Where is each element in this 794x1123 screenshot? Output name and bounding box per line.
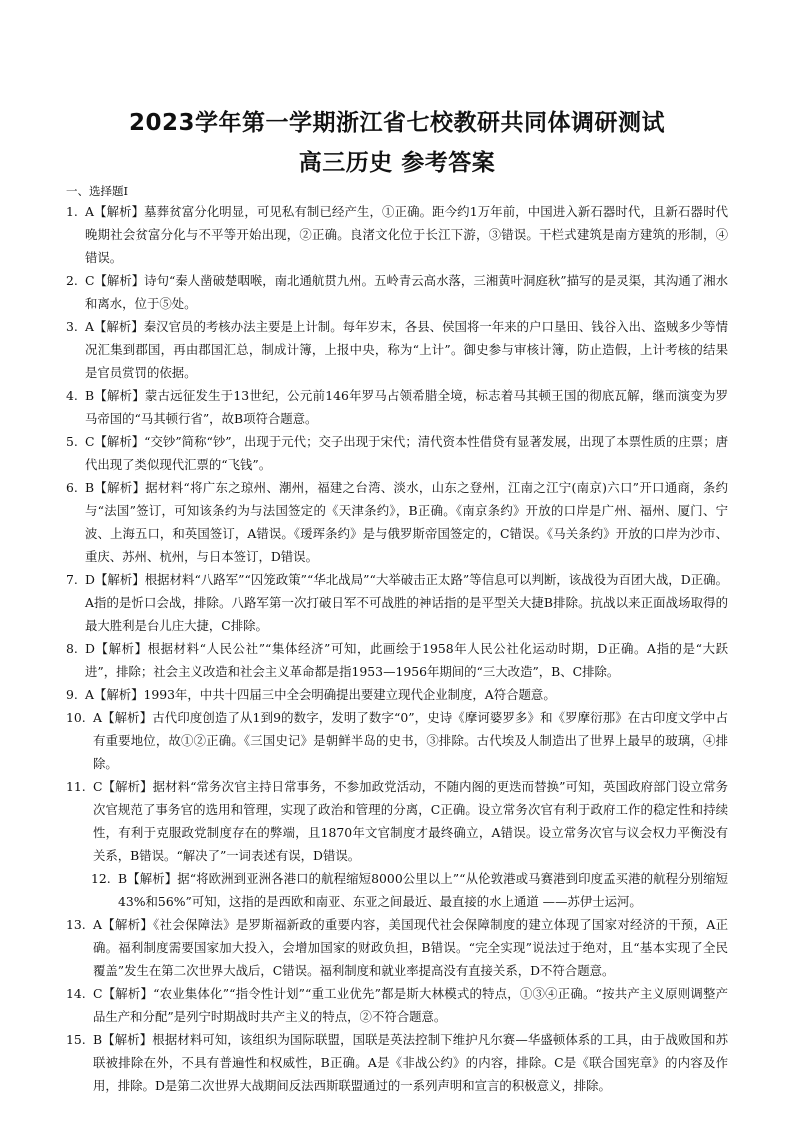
answer-item	[66, 706, 728, 775]
answer-text: C【解析】据材料“常务次官主持日常事务，不参加政党活动，不随内阁的更迭而替换”可知，英国政府部门设立常务次官规范了事务官的选用和管理，实现了政治和管理的分离，C正确。设立常务次官有利于政府工作的稳定性和持续性，有利于克服政党制度存在的弊端，且1870年文官制度才最终确立，A错误。设立常务次官与议会权力平衡没有关系，B错误。“解决了”一词表述有误，D错误。	[93, 779, 728, 863]
answer-number: 13.	[66, 917, 86, 932]
document-subtitle: 高三历史 参考答案	[298, 150, 496, 176]
section-label: 一、选择题Ⅰ	[66, 184, 129, 198]
answer-item	[66, 568, 728, 637]
answer-number: 8.	[66, 641, 78, 656]
answer-text: B【解析】蒙古远征发生于13世纪，公元前146年罗马占领希腊全境，标志着马其顿王国的彻底瓦解，继而演变为罗马帝国的“马其顿行省”，故B项符合题意。	[85, 388, 728, 426]
answer-text: A【解析】墓葬贫富分化明显，可见私有制已经产生，①正确。距今约1万年前，中国进入新石器时代，且新石器时代晚期社会贫富分化与不平等开始出现，②正确。良渚文化位于长江下游，③错误。干栏式建筑是南方建筑的形制，④错误。	[85, 204, 728, 265]
answer-number: 3.	[66, 319, 78, 334]
answer-item	[66, 1028, 728, 1097]
answer-text: C【解析】诗句“秦人凿破楚咽喉，南北通航贯九州。五岭青云高水落，三湘黄叶洞庭秋”描写的是灵渠，其沟通了湘水和离水，位于⑤处。	[85, 273, 728, 311]
answer-item	[66, 913, 728, 982]
answer-text: D【解析】根据材料“八路军”“囚笼政策”“华北战局”“大举破击正太路”等信息可以判断，该战役为百团大战，D正确。A指的是忻口会战，排除。八路军第一次打破日军不可战胜的神话指的是平型关大捷B排除。抗战以来正面战场取得的最大胜利是台儿庄大捷，C排除。	[85, 572, 728, 633]
document-title: 2023学年第一学期浙江省七校教研共同体调研测试	[128, 110, 665, 136]
answer-item	[66, 982, 728, 1028]
answer-text: B【解析】根据材料可知，该组织为国际联盟，国联是英法控制下维护凡尔赛—华盛顿体系的工具，由于战败国和苏联被排除在外，不具有普遍性和权威性，B正确。A是《非战公约》的内容，排除。C是《联合国宪章》的内容及作用，排除。D是第二次世界大战期间反法西斯联盟通过的一系列声明和宣言的积极意义，排除。	[93, 1032, 728, 1093]
answer-list	[66, 200, 728, 1097]
answer-number: 11.	[66, 779, 86, 794]
answer-text: A【解析】1993年，中共十四届三中全会明确提出要建立现代企业制度，A符合题意。	[85, 687, 556, 702]
answer-item	[66, 637, 728, 683]
answer-number: 9.	[66, 687, 78, 702]
answer-number: 5.	[66, 434, 78, 449]
answer-item	[66, 775, 728, 867]
answer-text: A【解析】《社会保障法》是罗斯福新政的重要内容，美国现代社会保障制度的建立体现了国家对经济的干预，A正确。福利制度需要国家加大投入，会增加国家的财政负担，B错误。“完全实现”说法过于绝对，且“基本实现了全民覆盖”发生在第二次世界大战后，C错误。福利制度和就业率提高没有直接关系，D不符合题意。	[93, 917, 728, 978]
answer-item	[66, 315, 728, 384]
answer-item	[66, 269, 728, 315]
answer-number: 15.	[66, 1032, 86, 1047]
answer-text: B【解析】据“将欧洲到亚洲各港口的航程缩短8000公里以上”“从伦敦港或马赛港到印度孟买港的航程分别缩短43%和56%”可知，这指的是西欧和南亚、东亚之间最近、最直接的水上通道 ——苏伊士运河。	[118, 871, 728, 909]
answer-item	[66, 867, 728, 913]
answer-number: 7.	[66, 572, 78, 587]
answer-text: D【解析】根据材料“人民公社”“集体经济”可知，此画绘于1958年人民公社化运动时期，D正确。A指的是“大跃进”，排除；社会主义改造和社会主义革命都是指1953—1956年期间的“三大改造”，B、C排除。	[85, 641, 728, 679]
answer-item	[66, 384, 728, 430]
answer-number: 4.	[66, 388, 78, 403]
answer-item	[66, 200, 728, 269]
answer-item	[66, 476, 728, 568]
answer-item	[66, 430, 728, 476]
answer-text: C【解析】“农业集体化”“指令性计划”“重工业优先”都是斯大林模式的特点，①③④正确。“按共产主义原则调整产品生产和分配”是列宁时期战时共产主义的特点，②不符合题意。	[93, 986, 728, 1024]
answer-number: 1.	[66, 204, 78, 219]
answer-number: 6.	[66, 480, 78, 495]
answer-text: A【解析】秦汉官员的考核办法主要是上计制。每年岁末，各县、侯国将一年来的户口垦田、钱谷入出、盗贼多少等情况汇集到郡国，再由郡国汇总，制成计簿，上报中央，称为“上计”。御史参与审核计簿，防止造假，上计考核的结果是官员赏罚的依据。	[85, 319, 728, 380]
answer-number: 14.	[66, 986, 86, 1001]
answer-number: 10.	[66, 710, 86, 725]
answer-item	[66, 683, 728, 706]
answer-number: 12.	[91, 871, 111, 886]
answer-text: B【解析】据材料“将广东之琼州、潮州，福建之台湾、淡水，山东之登州，江南之江宁(南京)六口”开口通商，条约与“法国”签订，可知该条约为与法国签定的《天津条约》，B正确。《南京条约》开放的口岸是广州、福州、厦门、宁波、上海五口，和英国签订，A错误。《瑷珲条约》是与俄罗斯帝国签定的，C错误。《马关条约》开放的口岸为沙市、重庆、苏州、杭州，与日本签订，D错误。	[85, 480, 728, 564]
answer-number: 2.	[66, 273, 78, 288]
answer-text: C【解析】“交钞”简称“钞”，出现于元代；交子出现于宋代；清代资本性借贷有显著发展，出现了本票性质的庄票；唐代出现了类似现代汇票的“飞钱”。	[85, 434, 728, 472]
answer-text: A【解析】古代印度创造了从1到9的数字，发明了数字“0”，史诗《摩诃婆罗多》和《罗摩衍那》在古印度文学中占有重要地位，故①②正确。《三国史记》是朝鲜半岛的史书，③排除。古代埃及人制造出了世界上最早的玻璃，④排除。	[93, 710, 728, 771]
